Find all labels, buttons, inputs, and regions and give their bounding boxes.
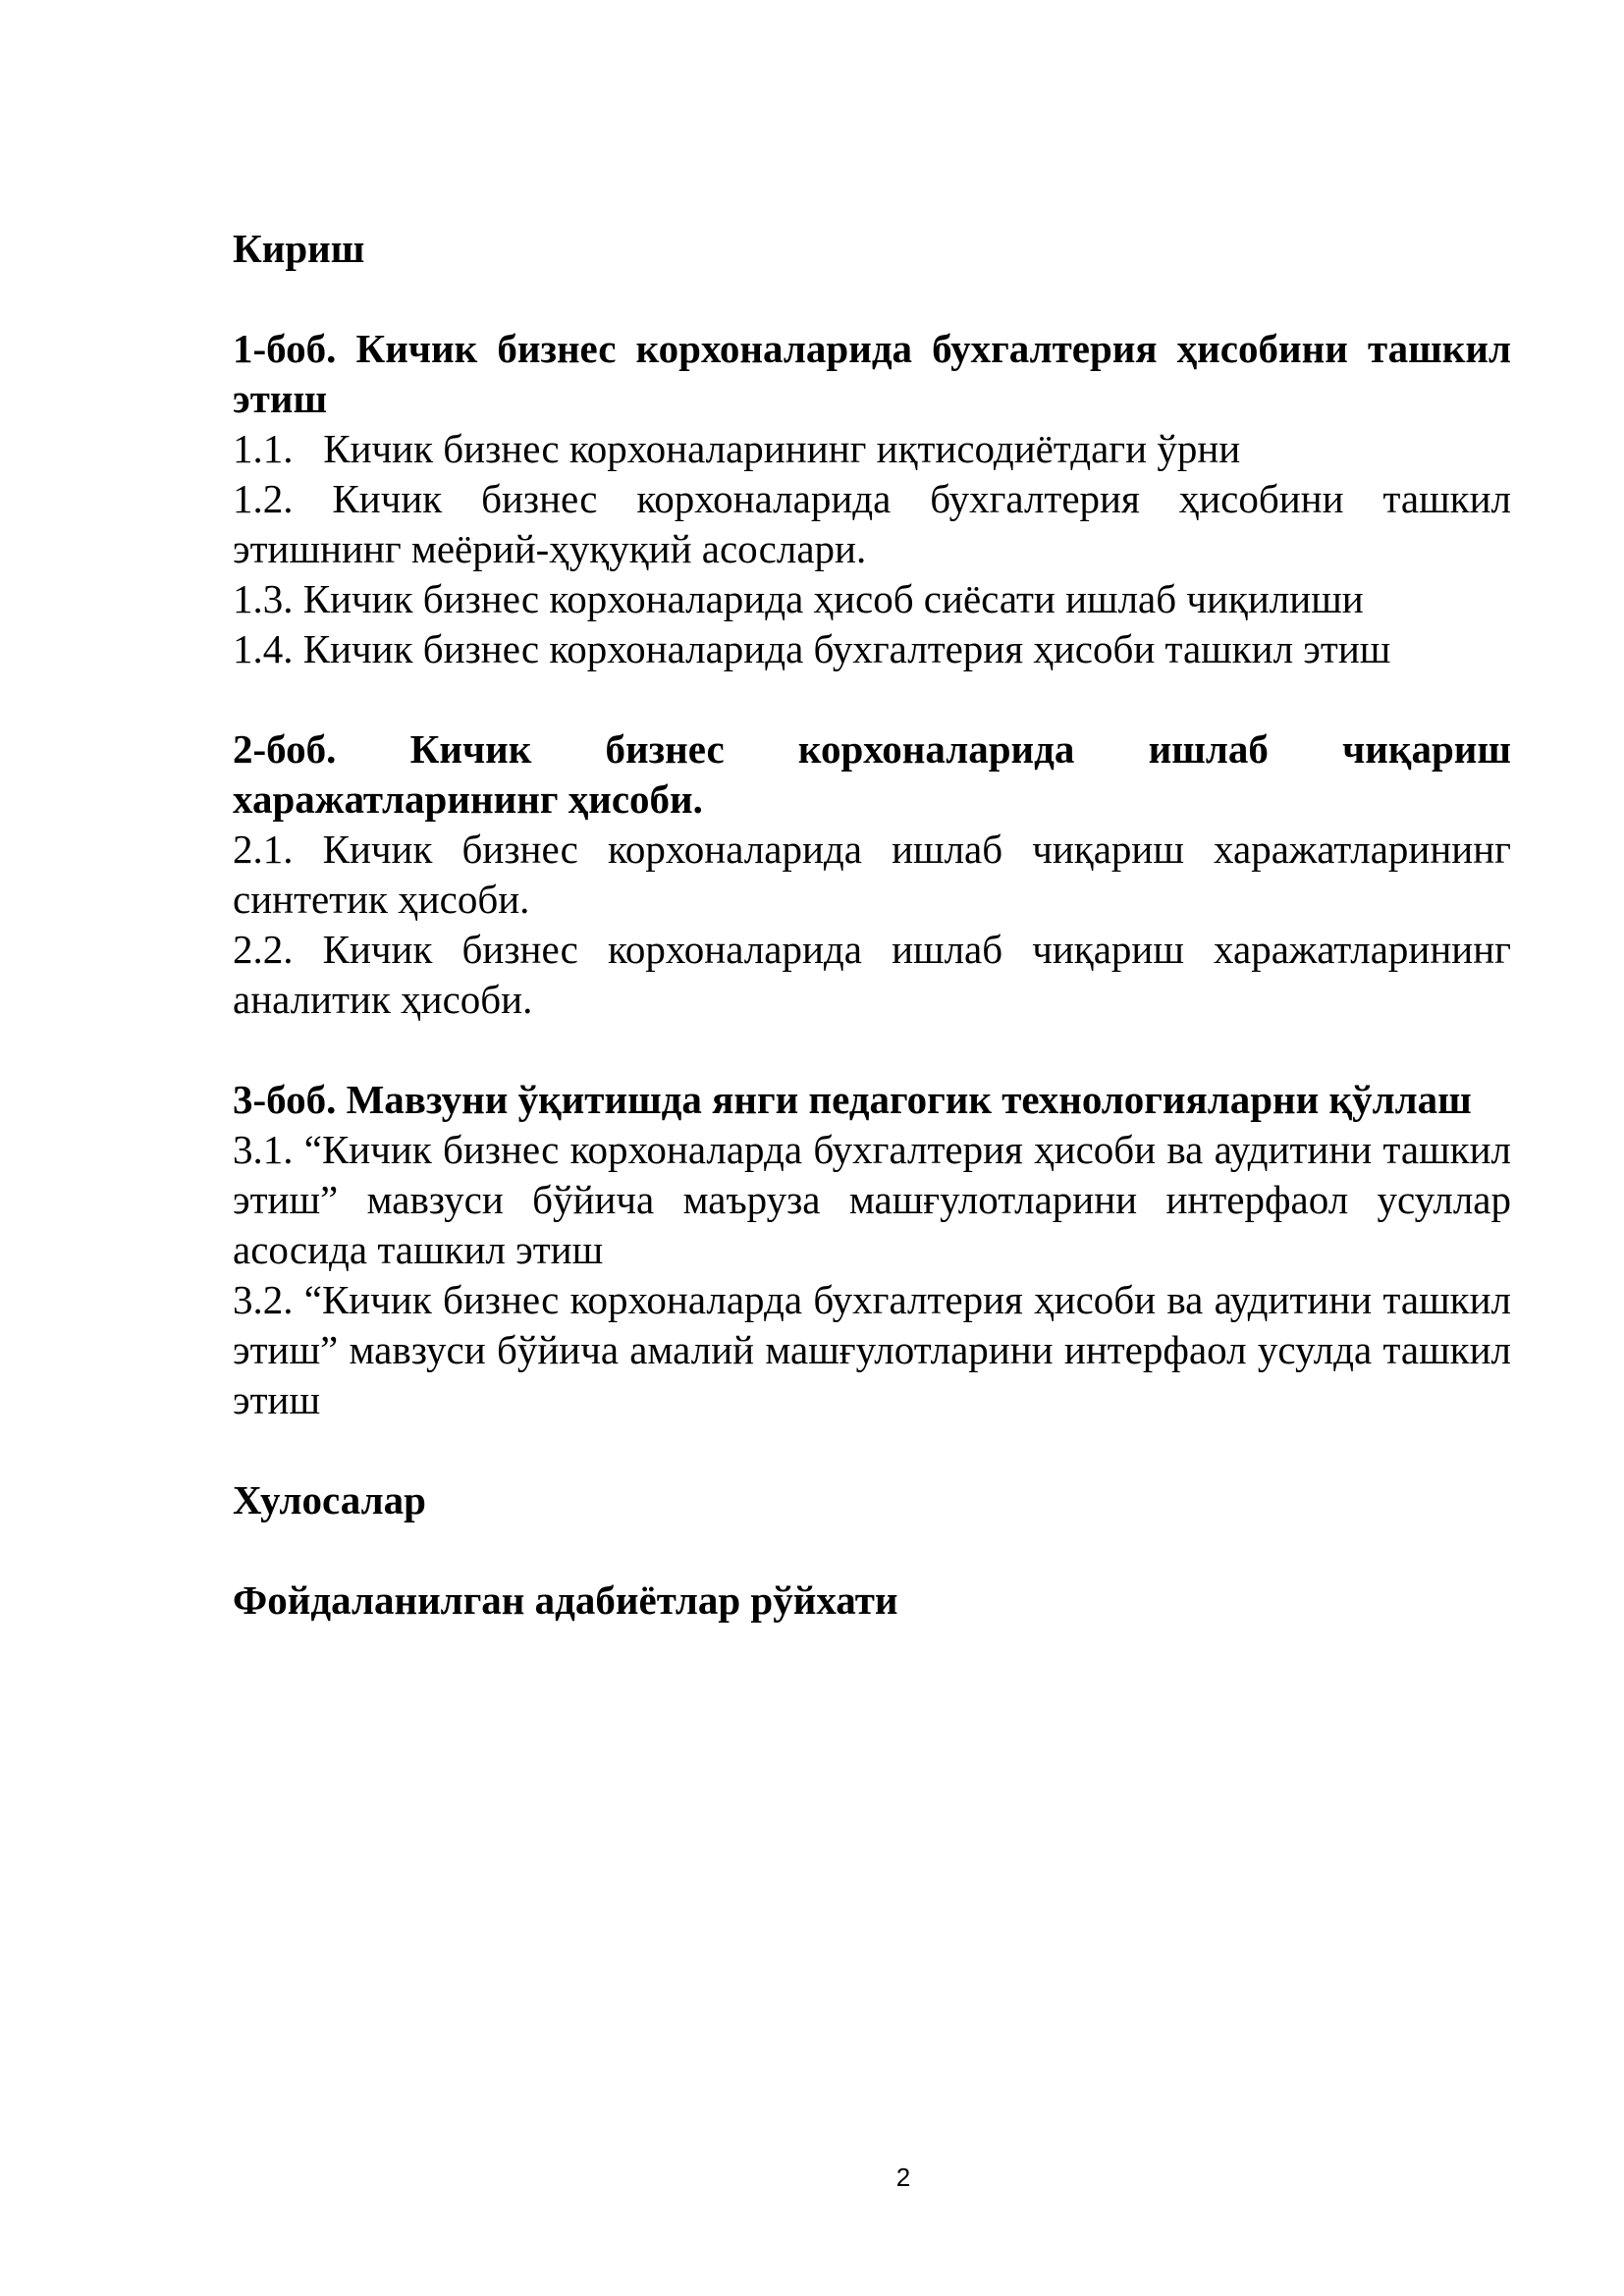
chapter-1 xyxy=(233,324,1511,674)
section-3-2: 3.2. “Кичик бизнес корхоналарда бухгалтерия ҳисоби ва аудитини ташкил этиш” мавзуси бўйича амалий машғулотларини интерфаол усулда ташкил этиш xyxy=(233,1277,1511,1422)
chapter-3-title: 3-боб. Мавзуни ўқитишда янги педагогик технологияларни қўллаш xyxy=(233,1077,1472,1122)
page-number: 2 xyxy=(895,2163,911,2192)
chapter-2-title: 2-боб. Кичик бизнес корхоналарида ишлаб чиқариш харажатларининг ҳисоби. xyxy=(233,726,1511,822)
intro-heading: Кириш xyxy=(233,226,365,271)
section-1-1: 1.1. Кичик бизнес корхоналарининг иқтисодиётдаги ўрни xyxy=(233,426,1241,471)
spacer xyxy=(233,1525,1511,1575)
section-1-3: 1.3. Кичик бизнес корхоналарида ҳисоб сиёсати ишлаб чиқилиши xyxy=(233,576,1364,621)
section-1-4: 1.4. Кичик бизнес корхоналарида бухгалтерия ҳисоби ташкил этиш xyxy=(233,626,1391,671)
spacer xyxy=(233,1425,1511,1475)
section-1-2: 1.2. Кичик бизнес корхоналарида бухгалтерия ҳисобини ташкил этишнинг меёрий-ҳуқуқий асослари. xyxy=(233,476,1511,571)
section-3-1: 3.1. “Кичик бизнес корхоналарда бухгалтерия ҳисоби ва аудитини ташкил этиш” мавзуси бўйича маъруза машғулотларини интерфаол усуллар асосида ташкил этиш xyxy=(233,1127,1511,1272)
table-of-contents xyxy=(233,224,1511,1626)
spacer xyxy=(233,1025,1511,1075)
chapter-3 xyxy=(233,1075,1511,1425)
conclusions-heading: Хулосалар xyxy=(233,1477,426,1522)
section-2-2: 2.2. Кичик бизнес корхоналарида ишлаб чиқариш харажатларининг аналитик ҳисоби. xyxy=(233,927,1511,1022)
chapter-2 xyxy=(233,724,1511,1025)
spacer xyxy=(233,274,1511,324)
spacer xyxy=(233,674,1511,724)
chapter-1-title: 1-боб. Кичик бизнес корхоналарида бухгалтерия ҳисобини ташкил этиш xyxy=(233,326,1511,421)
section-2-1: 2.1. Кичик бизнес корхоналарида ишлаб чиқариш харажатларининг синтетик ҳисоби. xyxy=(233,827,1511,922)
references-heading: Фойдаланилган адабиётлар рўйхати xyxy=(233,1577,898,1623)
